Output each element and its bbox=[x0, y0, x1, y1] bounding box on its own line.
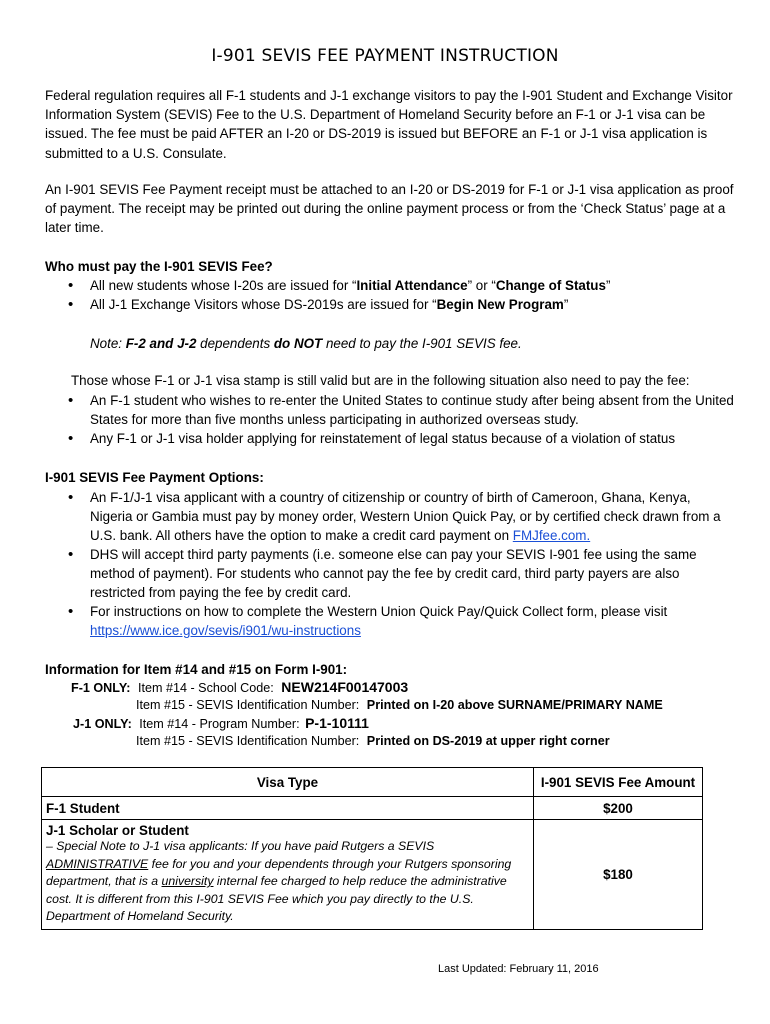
school-code: NEW214F00147003 bbox=[281, 679, 409, 695]
j1-special-note: – Special Note to J-1 visa applicants: If you have paid Rutgers a SEVIS ADMINISTRATIVE fee for you and your dependents through your Rutgers sponsoring department, that is a university internal fee charged to help reduce the administrative cost. It is different from this I-901 SEVIS Fee which you pay directly to the U.S. Department of Homeland Security. bbox=[46, 839, 512, 924]
fee-table bbox=[41, 767, 703, 930]
j1-fee-amount: $180 bbox=[534, 820, 703, 930]
f1-item15-row bbox=[136, 696, 663, 714]
intro-paragraph-2: An I-901 SEVIS Fee Payment receipt must be attached to an I-20 or DS-2019 for F-1 or J-1 visa application as proof of payment. The receipt may be printed out during the online payment process or from the ‘Check Status’ page at a later time. bbox=[45, 182, 734, 236]
fee-amount-header: I-901 SEVIS Fee Amount bbox=[534, 768, 703, 797]
f1-only-label: F-1 ONLY: bbox=[71, 681, 131, 695]
visa-type-header: Visa Type bbox=[42, 768, 534, 797]
page-title: I-901 SEVIS FEE PAYMENT INSTRUCTION bbox=[211, 46, 559, 66]
who-must-pay-list bbox=[68, 276, 736, 314]
list-item: • Any F-1 or J-1 visa holder applying for reinstatement of legal status because of a violation of status bbox=[68, 429, 736, 448]
list-item: • DHS will accept third party payments (i.e. someone else can pay your SEVIS I-901 fee using the same method of payment). For students who cannot pay the fee by credit card, third party payers are also restricted from paying the fee by credit card. bbox=[68, 545, 736, 602]
j1-item15-label: Item #15 - SEVIS Identification Number: bbox=[136, 734, 360, 748]
table-row bbox=[42, 797, 703, 820]
list-item: • An F-1/J-1 visa applicant with a country of citizenship or country of birth of Cameroon, Ghana, Kenya, Nigeria or Gambia must pay by money order, Western Union Quick Pay, or by certified check drawn from a U.S. bank. All others have the option to make a credit card payment on FMJfee.com. bbox=[68, 488, 736, 545]
last-updated: Last Updated: February 11, 2016 bbox=[438, 963, 599, 975]
j1-only-label: J-1 ONLY: bbox=[73, 717, 132, 731]
f1-item15-value: Printed on I-20 above SURNAME/PRIMARY NAME bbox=[366, 698, 663, 712]
also-pay-list bbox=[68, 391, 736, 448]
j1-item14-label: Item #14 - Program Number: bbox=[139, 717, 300, 731]
f1-item14-row bbox=[71, 678, 408, 697]
dependents-note: Note: F-2 and J-2 dependents do NOT need to pay the I-901 SEVIS fee. bbox=[90, 336, 522, 351]
j1-visa-cell bbox=[42, 820, 534, 930]
who-must-pay-heading: Who must pay the I-901 SEVIS Fee? bbox=[45, 259, 273, 274]
f1-item15-label: Item #15 - SEVIS Identification Number: bbox=[136, 698, 360, 712]
fmjfee-link[interactable]: FMJfee.com. bbox=[512, 528, 591, 543]
f1-visa-type: F-1 Student bbox=[42, 797, 534, 820]
list-item: • For instructions on how to complete the Western Union Quick Pay/Quick Collect form, please visit https://www.ice.gov/sevis/i901/wu-instructions bbox=[68, 602, 736, 640]
j1-item15-row bbox=[136, 732, 610, 750]
f1-fee-amount: $200 bbox=[534, 797, 703, 820]
item-info-heading: Information for Item #14 and #15 on Form I-901: bbox=[45, 662, 348, 677]
program-number: P-1-10111 bbox=[305, 715, 369, 731]
table-row bbox=[42, 820, 703, 930]
j1-item14-row bbox=[73, 714, 369, 733]
list-item: • All J-1 Exchange Visitors whose DS-2019s are issued for “Begin New Program” bbox=[68, 295, 736, 314]
j1-visa-type: J-1 Scholar or Student bbox=[46, 823, 189, 838]
payment-options-heading: I-901 SEVIS Fee Payment Options: bbox=[45, 470, 264, 485]
table-header-row bbox=[42, 768, 703, 797]
payment-options-list bbox=[68, 488, 736, 640]
wu-instructions-link[interactable]: https://www.ice.gov/sevis/i901/wu-instructions bbox=[90, 623, 361, 638]
list-item: • An F-1 student who wishes to re-enter the United States to continue study after being absent from the United States for more than five months unless participating in authorized overseas study. bbox=[68, 391, 736, 429]
intro-paragraph-1: Federal regulation requires all F-1 students and J-1 exchange visitors to pay the I-901 Student and Exchange Visitor Information System (SEVIS) Fee to the U.S. Department of Homeland Security before an F-1 or J-1 visa can be issued. The fee must be paid AFTER an I-20 or DS-2019 is issued but BEFORE an F-1 or J-1 visa application is submitted to a U.S. Consulate. bbox=[45, 88, 733, 161]
also-pay-text: Those whose F-1 or J-1 visa stamp is still valid but are in the following situation also need to pay the fee: bbox=[71, 373, 690, 388]
f1-item14-label: Item #14 - School Code: bbox=[137, 681, 274, 695]
j1-item15-value: Printed on DS-2019 at upper right corner bbox=[366, 734, 610, 748]
list-item: • All new students whose I-20s are issued for “Initial Attendance” or “Change of Status” bbox=[68, 276, 736, 295]
